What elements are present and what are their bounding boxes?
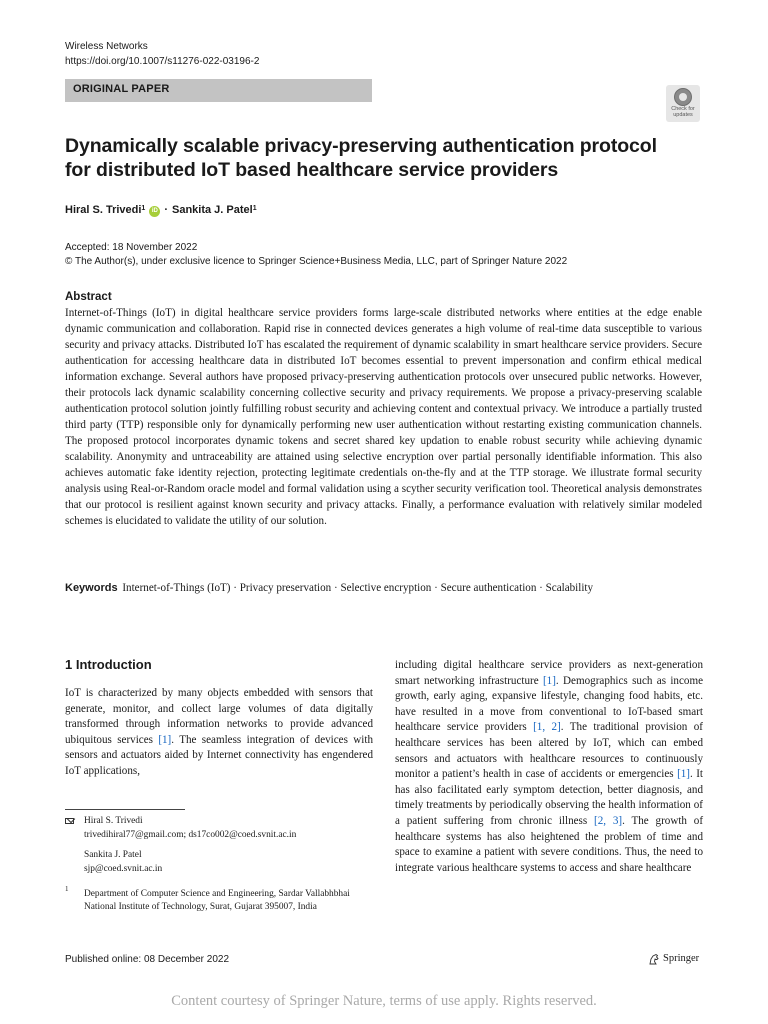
courtesy-notice: Content courtesy of Springer Nature, terms of use apply. Rights reserved. — [171, 993, 597, 1009]
affiliation-text: Department of Computer Science and Engineering, Sardar Vallabhbhai National Institute of Technology, Surat, Gujarat 395007, India — [84, 889, 350, 912]
orcid-icon[interactable]: iD — [149, 206, 160, 217]
footnote-divider — [65, 809, 185, 810]
doi-link[interactable]: https://doi.org/10.1007/s11276-022-03196-2 — [65, 56, 260, 67]
publisher-name: Springer — [663, 953, 700, 964]
check-for-updates-badge[interactable] — [666, 85, 700, 122]
article-type-label: ORIGINAL PAPER — [73, 83, 170, 95]
citation-link[interactable]: [1] — [158, 733, 172, 746]
accepted-date: Accepted: 18 November 2022 — [65, 242, 198, 253]
keywords-list: Internet-of-Things (IoT) · Privacy preservation · Selective encryption · Secure authentication · Scalability — [122, 582, 594, 594]
citation-link[interactable]: [2, 3] — [594, 814, 623, 827]
citation-link[interactable]: [1] — [677, 768, 690, 781]
check-updates-icon — [674, 88, 692, 106]
published-date: Published online: 08 December 2022 — [65, 954, 229, 965]
keywords-section — [65, 580, 702, 596]
coauthor-email[interactable]: sjp@coed.svnit.ac.in — [84, 864, 163, 874]
springer-horse-icon — [648, 953, 660, 965]
corresponding-author-email[interactable]: trivedihiral77@gmail.com; ds17co002@coed.svnit.ac.in — [84, 830, 297, 840]
journal-name: Wireless Networks — [65, 41, 148, 52]
abstract-heading: Abstract — [65, 291, 112, 303]
body-text: . It has also facilitated early symptom detection, better diagnosis, and timely treatments by periodically observing the health information of a patient suffering from chronic illness — [395, 768, 704, 827]
citation-link[interactable]: [1, 2] — [533, 721, 561, 734]
body-column-left — [65, 686, 373, 780]
check-updates-label: Check for updates — [671, 106, 695, 118]
author-list: Hiral S. Trivedi $^1$ iD · Sankita J. Patel $^1$ — [65, 204, 257, 216]
copyright-notice: © The Author(s), under exclusive licence to Springer Science+Business Media, LLC, part of Springer Nature 2022 — [65, 256, 568, 267]
section-heading-introduction: 1 Introduction — [65, 657, 152, 672]
paper-title: Dynamically scalable privacy-preserving authentication protocol for distributed IoT based healthcare service providers — [65, 135, 657, 181]
body-text: . The growth of healthcare systems has also heightened the problem of time and space to examine a patient with severe conditions. Thus, the need to integrate various healthcare systems to access and share healthcare — [395, 814, 704, 874]
body-text: . The seamless integration of devices with sensors and actuators aided by Internet connectivity has engendered IoT applications, — [65, 733, 373, 777]
abstract-text: Internet-of-Things (IoT) in digital healthcare service providers forms large-scale distributed networks where entities at the edge enable dynamic communication and collaboration. Rapid rise in connected devices generates a high volume of real-time data susceptible to various security and privacy attacks. Distributed IoT has escalated the requirement of dynamic scalability in smart healthcare service providers. Secure authentication for accessing healthcare data in distributed IoT becomes essential to prevent impersonation and confirm ethical medical information exchange. Several authors have proposed privacy-preserving authentication protocols over unsecured public networks. However, their protocols lack dynamic scalability concerning collective security and privacy requirements. We propose a privacy-preserving scalable authentication protocol solution jointly fulfilling robust security and achieving content and contextual privacy. We introduce a partially trusted third party (TTP) responsible only for dynamically performing new user authentication without restarting existing communication channels. The proposed protocol incorporates dynamic tokens and secret shared key updation to enable robust security while achieving dynamic scalability. Anonymity and untraceability are attained using selective encryption over partial personally identifiable information. This also achieves automatic fake identity rejection, protecting legitimate credentials on-the-fly and at the TTP storage. We illustrate formal security analysis using Real-or-Random oracle model and formal validation using a scyther security verification tool. Theoretical analysis demonstrates that our protocol is resilient against known security and privacy attacks. Finally, a performance evaluation with relatively similar modeled schemes is elucidated to validate the utility of our solution. — [65, 307, 702, 527]
corresponding-author-name: Hiral S. Trivedi — [84, 816, 143, 826]
body-column-right — [395, 658, 703, 876]
body-text: including digital healthcare service providers as next-generation smart networking infrastructure — [395, 659, 703, 687]
body-text: . The traditional provision of healthcare services has been altered by IoT, which can embed sensors and actuators with healthcare resources to continuously monitor a patient’s health in case of accidents or emergencies — [395, 721, 703, 781]
publisher-logo — [648, 952, 699, 966]
affiliation-number: 1 — [65, 885, 69, 893]
envelope-icon — [65, 818, 74, 824]
keywords-label: Keywords — [65, 582, 118, 594]
author-name[interactable]: Hiral S. Trivedi — [65, 204, 142, 216]
author-separator: · — [164, 204, 168, 216]
article-type-banner — [65, 79, 372, 102]
coauthor-name: Sankita J. Patel — [84, 850, 142, 860]
body-text: IoT is characterized by many objects embedded with sensors that generate, monitor, and collect large volumes of data digitally transformed through information networks to provide advanced ubiquitous services — [65, 687, 373, 746]
body-text: . Demographics such as income growth, early aging, expansive lifestyle, changing food habits, etc. have resulted in a move from conventional to IoT-based smart healthcare service providers — [395, 674, 704, 734]
author-name[interactable]: Sankita J. Patel — [172, 204, 253, 216]
citation-link[interactable]: [1] — [542, 674, 556, 687]
